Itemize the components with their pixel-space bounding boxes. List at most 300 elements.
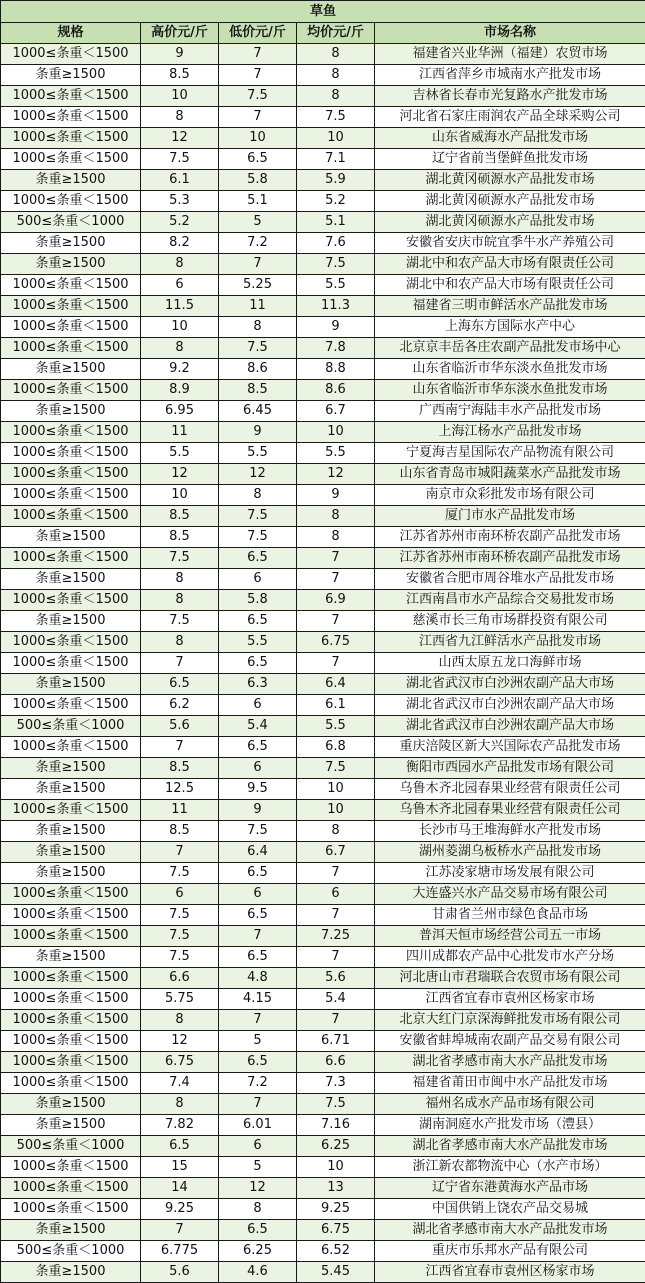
cell-avg-price: 8	[297, 527, 375, 548]
table-row	[1, 1115, 645, 1136]
header-spec: 规格	[1, 23, 141, 44]
cell-high-price: 5.3	[141, 191, 219, 212]
cell-avg-price: 7.25	[297, 926, 375, 947]
cell-avg-price: 7	[297, 905, 375, 926]
cell-market-name: 湖北省孝感市南大水产品批发市场	[375, 1052, 645, 1073]
cell-market-name: 辽宁省前当堡鲜鱼批发市场	[375, 149, 645, 170]
cell-high-price: 11	[141, 422, 219, 443]
cell-spec: 1000≤条重＜1500	[1, 737, 141, 758]
cell-spec: 条重≥1500	[1, 527, 141, 548]
cell-market-name: 广西南宁海陆丰水产品批发市场	[375, 401, 645, 422]
header-high-price: 高价元/斤	[141, 23, 219, 44]
cell-high-price: 11	[141, 800, 219, 821]
cell-high-price: 7.82	[141, 1115, 219, 1136]
cell-high-price: 8	[141, 1094, 219, 1115]
cell-avg-price: 6	[297, 884, 375, 905]
cell-low-price: 6	[219, 695, 297, 716]
cell-low-price: 9	[219, 422, 297, 443]
cell-spec: 1000≤条重＜1500	[1, 296, 141, 317]
cell-avg-price: 6.52	[297, 1241, 375, 1262]
cell-high-price: 7	[141, 653, 219, 674]
cell-avg-price: 6.75	[297, 1220, 375, 1241]
table-row	[1, 401, 645, 422]
table-row	[1, 695, 645, 716]
cell-market-name: 衡阳市西园水产品批发市场有限公司	[375, 758, 645, 779]
header-row	[1, 23, 645, 44]
cell-market-name: 山东省临沂市华东淡水鱼批发市场	[375, 380, 645, 401]
cell-market-name: 辽宁省东港黄海水产品市场	[375, 1178, 645, 1199]
cell-market-name: 湖北省武汉市白沙洲农副产品大市场	[375, 695, 645, 716]
table-row	[1, 107, 645, 128]
cell-avg-price: 6.71	[297, 1031, 375, 1052]
cell-low-price: 5	[219, 1031, 297, 1052]
cell-spec: 条重≥1500	[1, 170, 141, 191]
cell-market-name: 中国供销上饶农产品交易城	[375, 1199, 645, 1220]
cell-avg-price: 6.9	[297, 590, 375, 611]
cell-high-price: 8	[141, 254, 219, 275]
cell-market-name: 湖北中和农产品大市场有限责任公司	[375, 254, 645, 275]
cell-high-price: 10	[141, 485, 219, 506]
table-row	[1, 1073, 645, 1094]
cell-high-price: 6.775	[141, 1241, 219, 1262]
cell-low-price: 7	[219, 926, 297, 947]
cell-spec: 条重≥1500	[1, 674, 141, 695]
cell-low-price: 8	[219, 485, 297, 506]
table-row	[1, 170, 645, 191]
cell-low-price: 6.4	[219, 842, 297, 863]
cell-spec: 1000≤条重＜1500	[1, 800, 141, 821]
cell-avg-price: 8.8	[297, 359, 375, 380]
cell-avg-price: 7.5	[297, 1094, 375, 1115]
cell-low-price: 7.5	[219, 86, 297, 107]
cell-market-name: 山东省青岛市城阳蔬菜水产品批发市场	[375, 464, 645, 485]
table-row	[1, 254, 645, 275]
cell-spec: 条重≥1500	[1, 779, 141, 800]
table-row	[1, 1178, 645, 1199]
cell-avg-price: 8	[297, 506, 375, 527]
cell-avg-price: 7	[297, 569, 375, 590]
table-row	[1, 1199, 645, 1220]
cell-high-price: 8.5	[141, 527, 219, 548]
cell-market-name: 上海江杨水产品批发市场	[375, 422, 645, 443]
cell-avg-price: 10	[297, 422, 375, 443]
cell-spec: 1000≤条重＜1500	[1, 653, 141, 674]
table-row	[1, 1031, 645, 1052]
cell-market-name: 北京京丰岳各庄农副产品批发市场中心	[375, 338, 645, 359]
table-row	[1, 926, 645, 947]
cell-market-name: 北京大红门京深海鲜批发市场有限公司	[375, 1010, 645, 1031]
cell-high-price: 12.5	[141, 779, 219, 800]
cell-spec: 1000≤条重＜1500	[1, 1073, 141, 1094]
cell-high-price: 8.2	[141, 233, 219, 254]
cell-low-price: 9	[219, 800, 297, 821]
cell-high-price: 8.5	[141, 506, 219, 527]
table-row	[1, 359, 645, 380]
cell-spec: 1000≤条重＜1500	[1, 1031, 141, 1052]
cell-high-price: 10	[141, 86, 219, 107]
cell-high-price: 8	[141, 632, 219, 653]
cell-avg-price: 9.25	[297, 1199, 375, 1220]
cell-avg-price: 7	[297, 653, 375, 674]
cell-low-price: 5.25	[219, 275, 297, 296]
cell-low-price: 5.5	[219, 443, 297, 464]
cell-low-price: 4.8	[219, 968, 297, 989]
cell-low-price: 7.2	[219, 1073, 297, 1094]
cell-avg-price: 7	[297, 947, 375, 968]
cell-spec: 1000≤条重＜1500	[1, 926, 141, 947]
cell-market-name: 乌鲁木齐北园春果业经营有限责任公司	[375, 779, 645, 800]
cell-spec: 1000≤条重＜1500	[1, 905, 141, 926]
cell-avg-price: 7.5	[297, 758, 375, 779]
cell-avg-price: 7	[297, 1010, 375, 1031]
cell-avg-price: 7.8	[297, 338, 375, 359]
cell-avg-price: 5.1	[297, 212, 375, 233]
cell-spec: 1000≤条重＜1500	[1, 632, 141, 653]
cell-low-price: 6.45	[219, 401, 297, 422]
table-row	[1, 44, 645, 65]
cell-spec: 条重≥1500	[1, 1115, 141, 1136]
cell-market-name: 南京市众彩批发市场有限公司	[375, 485, 645, 506]
cell-market-name: 江西省宜春市袁州区杨家市场	[375, 989, 645, 1010]
cell-low-price: 4.6	[219, 1262, 297, 1283]
cell-market-name: 山东省威海水产品批发市场	[375, 128, 645, 149]
cell-avg-price: 5.5	[297, 716, 375, 737]
cell-spec: 条重≥1500	[1, 254, 141, 275]
cell-avg-price: 8	[297, 86, 375, 107]
cell-low-price: 12	[219, 464, 297, 485]
cell-high-price: 8.5	[141, 821, 219, 842]
cell-high-price: 7.5	[141, 905, 219, 926]
cell-market-name: 甘肃省兰州市绿色食品市场	[375, 905, 645, 926]
cell-avg-price: 8	[297, 65, 375, 86]
cell-spec: 1000≤条重＜1500	[1, 1010, 141, 1031]
cell-spec: 1000≤条重＜1500	[1, 485, 141, 506]
cell-low-price: 5	[219, 1157, 297, 1178]
cell-low-price: 9.5	[219, 779, 297, 800]
cell-low-price: 6.5	[219, 947, 297, 968]
table-row	[1, 569, 645, 590]
cell-market-name: 江苏凌家塘市场发展有限公司	[375, 863, 645, 884]
cell-high-price: 12	[141, 464, 219, 485]
cell-low-price: 8.6	[219, 359, 297, 380]
table-row	[1, 191, 645, 212]
cell-market-name: 四川成都农产品中心批发市水产分场	[375, 947, 645, 968]
table-row	[1, 1052, 645, 1073]
table-row	[1, 1220, 645, 1241]
cell-high-price: 7.5	[141, 548, 219, 569]
cell-avg-price: 5.9	[297, 170, 375, 191]
cell-low-price: 8	[219, 317, 297, 338]
cell-high-price: 5.75	[141, 989, 219, 1010]
cell-market-name: 重庆涪陵区新大兴国际农产品批发市场	[375, 737, 645, 758]
cell-high-price: 7.5	[141, 947, 219, 968]
cell-high-price: 6	[141, 275, 219, 296]
cell-low-price: 7	[219, 254, 297, 275]
table-row	[1, 590, 645, 611]
cell-market-name: 江西省九江鲜活水产品批发市场	[375, 632, 645, 653]
table-row	[1, 737, 645, 758]
cell-spec: 1000≤条重＜1500	[1, 317, 141, 338]
cell-spec: 1000≤条重＜1500	[1, 44, 141, 65]
cell-market-name: 山东省临沂市华东淡水鱼批发市场	[375, 359, 645, 380]
cell-spec: 1000≤条重＜1500	[1, 1157, 141, 1178]
table-row	[1, 947, 645, 968]
cell-market-name: 安徽省安庆市皖宜季牛水产养殖公司	[375, 233, 645, 254]
cell-market-name: 湖州菱湖乌板桥水产品批发市场	[375, 842, 645, 863]
cell-low-price: 5.8	[219, 590, 297, 611]
cell-spec: 1000≤条重＜1500	[1, 464, 141, 485]
cell-spec: 1000≤条重＜1500	[1, 422, 141, 443]
cell-low-price: 6	[219, 569, 297, 590]
cell-market-name: 江西省宜春市袁州区杨家市场	[375, 1262, 645, 1283]
cell-high-price: 6	[141, 884, 219, 905]
table-row	[1, 863, 645, 884]
cell-high-price: 8.9	[141, 380, 219, 401]
cell-low-price: 6.5	[219, 905, 297, 926]
table-row	[1, 380, 645, 401]
cell-spec: 1000≤条重＜1500	[1, 1052, 141, 1073]
cell-avg-price: 6.25	[297, 1136, 375, 1157]
cell-market-name: 山西太原五龙口海鲜市场	[375, 653, 645, 674]
cell-low-price: 6.3	[219, 674, 297, 695]
table-row	[1, 1094, 645, 1115]
cell-avg-price: 9	[297, 485, 375, 506]
cell-low-price: 6.01	[219, 1115, 297, 1136]
table-row	[1, 1241, 645, 1262]
cell-spec: 1000≤条重＜1500	[1, 695, 141, 716]
cell-low-price: 6.5	[219, 149, 297, 170]
cell-high-price: 9	[141, 44, 219, 65]
cell-spec: 1000≤条重＜1500	[1, 338, 141, 359]
table-row	[1, 758, 645, 779]
cell-low-price: 6	[219, 758, 297, 779]
table-row	[1, 884, 645, 905]
cell-market-name: 浙江新农都物流中心（水产市场）	[375, 1157, 645, 1178]
header-avg-price: 均价元/斤	[297, 23, 375, 44]
cell-spec: 条重≥1500	[1, 1262, 141, 1283]
table-row	[1, 1010, 645, 1031]
cell-low-price: 8.5	[219, 380, 297, 401]
cell-avg-price: 10	[297, 128, 375, 149]
cell-high-price: 7	[141, 842, 219, 863]
cell-market-name: 福建省三明市鲜活水产品批发市场	[375, 296, 645, 317]
table-row	[1, 149, 645, 170]
cell-spec: 1000≤条重＜1500	[1, 506, 141, 527]
cell-market-name: 湖北中和农产品大市场有限责任公司	[375, 275, 645, 296]
table-row	[1, 1157, 645, 1178]
cell-market-name: 宁夏海吉星国际农产品物流有限公司	[375, 443, 645, 464]
cell-market-name: 江苏省苏州市南环桥农副产品批发市场	[375, 527, 645, 548]
cell-spec: 1000≤条重＜1500	[1, 275, 141, 296]
table-row	[1, 611, 645, 632]
cell-avg-price: 6.75	[297, 632, 375, 653]
cell-high-price: 8	[141, 107, 219, 128]
table-row	[1, 338, 645, 359]
cell-spec: 条重≥1500	[1, 821, 141, 842]
cell-market-name: 湖北省孝感市南大水产品批发市场	[375, 1136, 645, 1157]
cell-low-price: 7.5	[219, 821, 297, 842]
table-row	[1, 422, 645, 443]
cell-spec: 条重≥1500	[1, 611, 141, 632]
cell-spec: 条重≥1500	[1, 947, 141, 968]
cell-spec: 1000≤条重＜1500	[1, 149, 141, 170]
cell-spec: 条重≥1500	[1, 863, 141, 884]
cell-low-price: 6.5	[219, 611, 297, 632]
table-row	[1, 296, 645, 317]
table-row	[1, 779, 645, 800]
table-title: 草鱼	[1, 1, 645, 23]
cell-spec: 1000≤条重＜1500	[1, 380, 141, 401]
cell-spec: 1000≤条重＜1500	[1, 86, 141, 107]
cell-market-name: 安徽省蚌埠城南农副产品交易有限公司	[375, 1031, 645, 1052]
cell-spec: 条重≥1500	[1, 1220, 141, 1241]
cell-spec: 500≤条重＜1000	[1, 1136, 141, 1157]
cell-avg-price: 7	[297, 611, 375, 632]
table-row	[1, 989, 645, 1010]
header-market-name: 市场名称	[375, 23, 645, 44]
cell-high-price: 5.6	[141, 1262, 219, 1283]
cell-low-price: 5	[219, 212, 297, 233]
cell-low-price: 6	[219, 884, 297, 905]
cell-market-name: 吉林省长春市光复路水产批发市场	[375, 86, 645, 107]
cell-market-name: 福建省兴业华洲（福建）农贸市场	[375, 44, 645, 65]
cell-market-name: 湖北省孝感市南大水产品批发市场	[375, 1220, 645, 1241]
cell-low-price: 12	[219, 1178, 297, 1199]
cell-low-price: 5.8	[219, 170, 297, 191]
cell-high-price: 11.5	[141, 296, 219, 317]
cell-avg-price: 13	[297, 1178, 375, 1199]
table-row	[1, 485, 645, 506]
cell-avg-price: 7.5	[297, 254, 375, 275]
cell-avg-price: 7.5	[297, 107, 375, 128]
cell-avg-price: 11.3	[297, 296, 375, 317]
cell-low-price: 7.2	[219, 233, 297, 254]
cell-spec: 条重≥1500	[1, 65, 141, 86]
cell-high-price: 10	[141, 317, 219, 338]
table-row	[1, 212, 645, 233]
cell-low-price: 6.5	[219, 1220, 297, 1241]
cell-market-name: 安徽省合肥市周谷堆水产品批发市场	[375, 569, 645, 590]
cell-low-price: 6.5	[219, 653, 297, 674]
cell-avg-price: 7.1	[297, 149, 375, 170]
cell-spec: 条重≥1500	[1, 569, 141, 590]
cell-avg-price: 8.6	[297, 380, 375, 401]
cell-low-price: 7	[219, 44, 297, 65]
table-row	[1, 464, 645, 485]
cell-low-price: 5.1	[219, 191, 297, 212]
cell-high-price: 7.4	[141, 1073, 219, 1094]
cell-avg-price: 7.6	[297, 233, 375, 254]
cell-avg-price: 7.3	[297, 1073, 375, 1094]
cell-high-price: 6.5	[141, 1136, 219, 1157]
cell-avg-price: 8	[297, 44, 375, 65]
cell-high-price: 5.2	[141, 212, 219, 233]
cell-low-price: 6.5	[219, 737, 297, 758]
cell-market-name: 乌鲁木齐北园春果业经营有限责任公司	[375, 800, 645, 821]
table-row	[1, 1136, 645, 1157]
cell-market-name: 湖北省武汉市白沙洲农副产品大市场	[375, 716, 645, 737]
cell-spec: 条重≥1500	[1, 233, 141, 254]
cell-spec: 条重≥1500	[1, 359, 141, 380]
cell-avg-price: 5.5	[297, 443, 375, 464]
cell-market-name: 湖北黄冈硕源水产品批发市场	[375, 170, 645, 191]
cell-avg-price: 12	[297, 464, 375, 485]
cell-high-price: 6.6	[141, 968, 219, 989]
table-row	[1, 1262, 645, 1283]
cell-low-price: 8	[219, 1199, 297, 1220]
cell-spec: 1000≤条重＜1500	[1, 1178, 141, 1199]
cell-high-price: 7.5	[141, 863, 219, 884]
table-row	[1, 317, 645, 338]
cell-spec: 1000≤条重＜1500	[1, 989, 141, 1010]
cell-high-price: 6.75	[141, 1052, 219, 1073]
cell-low-price: 7	[219, 107, 297, 128]
cell-spec: 1000≤条重＜1500	[1, 1199, 141, 1220]
cell-high-price: 6.95	[141, 401, 219, 422]
cell-low-price: 6	[219, 1136, 297, 1157]
table-row	[1, 632, 645, 653]
cell-high-price: 7	[141, 1220, 219, 1241]
table-row	[1, 128, 645, 149]
cell-high-price: 6.1	[141, 170, 219, 191]
table-row	[1, 443, 645, 464]
cell-low-price: 4.15	[219, 989, 297, 1010]
cell-high-price: 7.5	[141, 149, 219, 170]
table-row	[1, 653, 645, 674]
table-body	[1, 44, 645, 1283]
cell-high-price: 8	[141, 338, 219, 359]
cell-market-name: 江西南昌市水产品综合交易批发市场	[375, 590, 645, 611]
cell-high-price: 15	[141, 1157, 219, 1178]
cell-high-price: 8.5	[141, 65, 219, 86]
cell-avg-price: 10	[297, 1157, 375, 1178]
cell-low-price: 6.25	[219, 1241, 297, 1262]
cell-avg-price: 9	[297, 317, 375, 338]
table-row	[1, 275, 645, 296]
cell-high-price: 5.5	[141, 443, 219, 464]
cell-market-name: 江苏省苏州市南环桥农副产品批发市场	[375, 548, 645, 569]
cell-high-price: 7	[141, 737, 219, 758]
table-row	[1, 842, 645, 863]
cell-market-name: 厦门市水产品批发市场	[375, 506, 645, 527]
cell-low-price: 7	[219, 1094, 297, 1115]
cell-avg-price: 6.6	[297, 1052, 375, 1073]
cell-avg-price: 5.45	[297, 1262, 375, 1283]
cell-low-price: 5.5	[219, 632, 297, 653]
cell-low-price: 6.5	[219, 548, 297, 569]
cell-high-price: 14	[141, 1178, 219, 1199]
cell-high-price: 8	[141, 1010, 219, 1031]
cell-market-name: 湖北省武汉市白沙洲农副产品大市场	[375, 674, 645, 695]
cell-market-name: 湖北黄冈硕源水产品批发市场	[375, 212, 645, 233]
cell-high-price: 8	[141, 590, 219, 611]
cell-spec: 条重≥1500	[1, 842, 141, 863]
cell-low-price: 5.4	[219, 716, 297, 737]
cell-market-name: 湖南洞庭水产批发市场（澧县）	[375, 1115, 645, 1136]
cell-low-price: 7	[219, 1010, 297, 1031]
cell-market-name: 江西省萍乡市城南水产批发市场	[375, 65, 645, 86]
cell-spec: 1000≤条重＜1500	[1, 884, 141, 905]
cell-avg-price: 7	[297, 548, 375, 569]
table-row	[1, 968, 645, 989]
cell-market-name: 上海东方国际水产中心	[375, 317, 645, 338]
cell-high-price: 12	[141, 1031, 219, 1052]
cell-avg-price: 7	[297, 863, 375, 884]
cell-low-price: 7.5	[219, 506, 297, 527]
cell-spec: 1000≤条重＜1500	[1, 107, 141, 128]
table-row	[1, 821, 645, 842]
cell-avg-price: 6.7	[297, 842, 375, 863]
